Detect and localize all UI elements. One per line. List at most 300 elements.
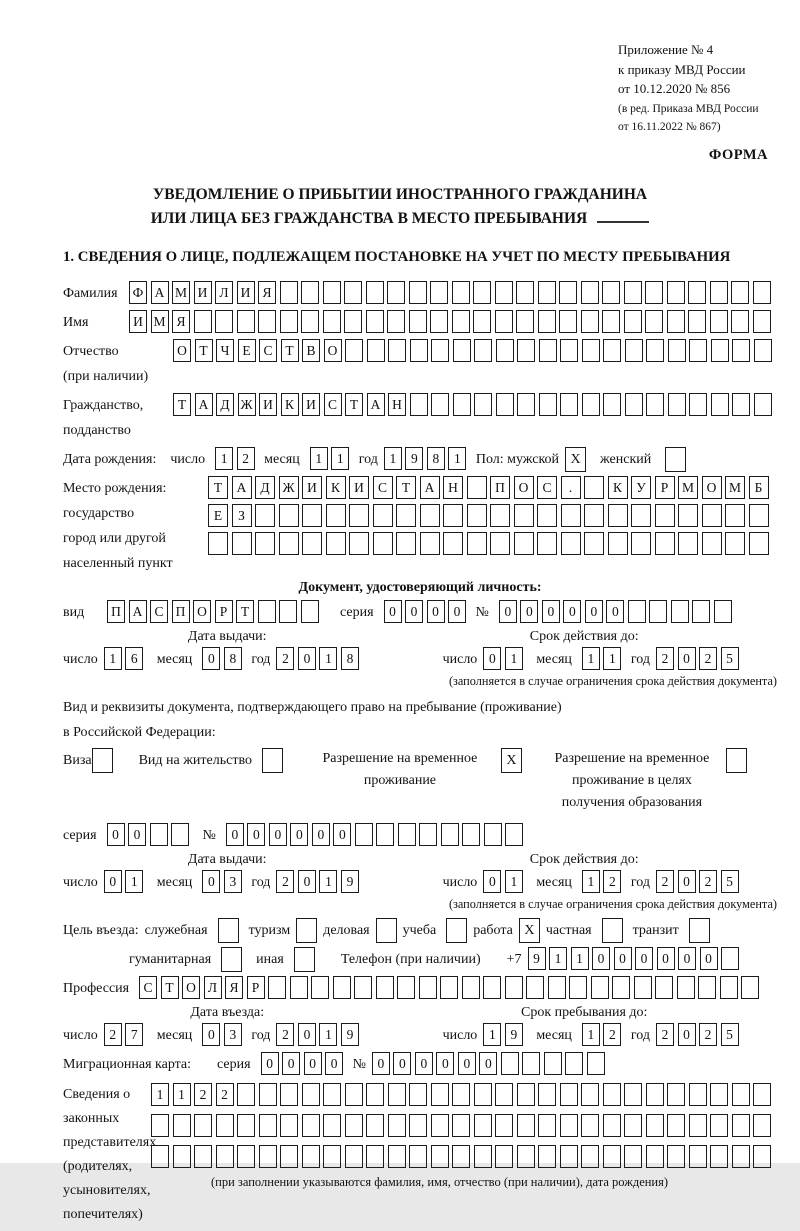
- char-cell[interactable]: [151, 1114, 169, 1137]
- char-cell[interactable]: [290, 976, 308, 999]
- char-cell[interactable]: 2: [603, 870, 621, 893]
- char-cell[interactable]: Я: [172, 310, 190, 333]
- char-cell[interactable]: [711, 393, 729, 416]
- char-cell[interactable]: Т: [195, 339, 213, 362]
- char-cell[interactable]: [731, 281, 749, 304]
- purpose-humanitarian-checkbox[interactable]: [221, 947, 242, 972]
- residence-expiry-month-cells[interactable]: [582, 870, 625, 893]
- char-cell[interactable]: [452, 1083, 470, 1106]
- char-cell[interactable]: С: [259, 339, 277, 362]
- char-cell[interactable]: [721, 947, 739, 970]
- char-cell[interactable]: [561, 504, 581, 527]
- char-cell[interactable]: [631, 504, 651, 527]
- char-cell[interactable]: 0: [585, 600, 603, 623]
- char-cell[interactable]: 1: [151, 1083, 169, 1106]
- char-cell[interactable]: [667, 281, 685, 304]
- char-cell[interactable]: [388, 339, 406, 362]
- char-cell[interactable]: И: [259, 393, 277, 416]
- char-cell[interactable]: [710, 1083, 728, 1106]
- purpose-business-checkbox[interactable]: [218, 918, 239, 943]
- char-cell[interactable]: [453, 393, 471, 416]
- char-cell[interactable]: [732, 339, 750, 362]
- char-cell[interactable]: [302, 504, 322, 527]
- char-cell[interactable]: 8: [341, 647, 359, 670]
- birth-place-row1-cells[interactable]: [208, 476, 772, 499]
- expiry-month-cells[interactable]: [582, 647, 625, 670]
- char-cell[interactable]: [645, 281, 663, 304]
- doc-series-cells[interactable]: [384, 600, 470, 623]
- purpose-private-checkbox[interactable]: [602, 918, 623, 943]
- char-cell[interactable]: [396, 532, 416, 555]
- char-cell[interactable]: [678, 504, 698, 527]
- char-cell[interactable]: В: [302, 339, 320, 362]
- char-cell[interactable]: 1: [582, 1023, 600, 1046]
- name-cells[interactable]: [129, 310, 774, 333]
- char-cell[interactable]: 0: [678, 947, 696, 970]
- expiry-year-cells[interactable]: [656, 647, 742, 670]
- char-cell[interactable]: 0: [436, 1052, 454, 1075]
- char-cell[interactable]: 0: [290, 823, 308, 846]
- temp-residence-checkbox[interactable]: X: [501, 748, 522, 773]
- char-cell[interactable]: 1: [125, 870, 143, 893]
- char-cell[interactable]: [467, 504, 487, 527]
- char-cell[interactable]: 2: [699, 870, 717, 893]
- char-cell[interactable]: [753, 1114, 771, 1137]
- char-cell[interactable]: [462, 976, 480, 999]
- char-cell[interactable]: [668, 339, 686, 362]
- char-cell[interactable]: Б: [749, 476, 769, 499]
- representatives-row3-cells[interactable]: [151, 1145, 775, 1168]
- char-cell[interactable]: [453, 339, 471, 362]
- char-cell[interactable]: [396, 504, 416, 527]
- char-cell[interactable]: [376, 976, 394, 999]
- char-cell[interactable]: [608, 504, 628, 527]
- char-cell[interactable]: [753, 1083, 771, 1106]
- char-cell[interactable]: 2: [216, 1083, 234, 1106]
- char-cell[interactable]: [753, 310, 771, 333]
- char-cell[interactable]: Е: [208, 504, 228, 527]
- char-cell[interactable]: [603, 1145, 621, 1168]
- char-cell[interactable]: 0: [606, 600, 624, 623]
- char-cell[interactable]: [490, 532, 510, 555]
- char-cell[interactable]: [565, 1052, 583, 1075]
- char-cell[interactable]: К: [281, 393, 299, 416]
- char-cell[interactable]: [323, 1083, 341, 1106]
- char-cell[interactable]: [505, 823, 523, 846]
- char-cell[interactable]: [259, 1083, 277, 1106]
- char-cell[interactable]: [323, 310, 341, 333]
- char-cell[interactable]: [409, 281, 427, 304]
- char-cell[interactable]: [655, 504, 675, 527]
- char-cell[interactable]: [711, 339, 729, 362]
- char-cell[interactable]: [490, 504, 510, 527]
- char-cell[interactable]: [517, 1145, 535, 1168]
- char-cell[interactable]: [443, 504, 463, 527]
- char-cell[interactable]: [526, 976, 544, 999]
- char-cell[interactable]: 0: [614, 947, 632, 970]
- purpose-work-checkbox[interactable]: X: [519, 918, 540, 943]
- char-cell[interactable]: [268, 976, 286, 999]
- char-cell[interactable]: Т: [396, 476, 416, 499]
- char-cell[interactable]: А: [195, 393, 213, 416]
- stay-month-cells[interactable]: [582, 1023, 625, 1046]
- char-cell[interactable]: П: [107, 600, 125, 623]
- char-cell[interactable]: [388, 1114, 406, 1137]
- char-cell[interactable]: [646, 1083, 664, 1106]
- char-cell[interactable]: 2: [656, 647, 674, 670]
- char-cell[interactable]: [398, 823, 416, 846]
- char-cell[interactable]: 0: [202, 1023, 220, 1046]
- char-cell[interactable]: 0: [393, 1052, 411, 1075]
- char-cell[interactable]: 0: [325, 1052, 343, 1075]
- char-cell[interactable]: [582, 339, 600, 362]
- char-cell[interactable]: Т: [236, 600, 254, 623]
- char-cell[interactable]: [151, 1145, 169, 1168]
- char-cell[interactable]: [279, 600, 297, 623]
- char-cell[interactable]: [397, 976, 415, 999]
- char-cell[interactable]: [714, 600, 732, 623]
- char-cell[interactable]: [646, 1145, 664, 1168]
- patronymic-cells[interactable]: [173, 339, 775, 362]
- char-cell[interactable]: [258, 600, 276, 623]
- char-cell[interactable]: Я: [258, 281, 276, 304]
- char-cell[interactable]: 2: [699, 647, 717, 670]
- char-cell[interactable]: [259, 1114, 277, 1137]
- char-cell[interactable]: [388, 1083, 406, 1106]
- char-cell[interactable]: М: [151, 310, 169, 333]
- char-cell[interactable]: [344, 310, 362, 333]
- char-cell[interactable]: 5: [721, 1023, 739, 1046]
- char-cell[interactable]: [538, 281, 556, 304]
- char-cell[interactable]: 1: [505, 870, 523, 893]
- char-cell[interactable]: [698, 976, 716, 999]
- char-cell[interactable]: [474, 393, 492, 416]
- char-cell[interactable]: [208, 532, 228, 555]
- char-cell[interactable]: Т: [281, 339, 299, 362]
- char-cell[interactable]: 9: [505, 1023, 523, 1046]
- char-cell[interactable]: [440, 976, 458, 999]
- char-cell[interactable]: О: [514, 476, 534, 499]
- char-cell[interactable]: [749, 504, 769, 527]
- char-cell[interactable]: [301, 600, 319, 623]
- char-cell[interactable]: [280, 1114, 298, 1137]
- char-cell[interactable]: 1: [104, 647, 122, 670]
- char-cell[interactable]: [741, 976, 759, 999]
- char-cell[interactable]: [279, 504, 299, 527]
- char-cell[interactable]: 2: [656, 1023, 674, 1046]
- char-cell[interactable]: [559, 310, 577, 333]
- birth-place-row3-cells[interactable]: [208, 532, 772, 555]
- char-cell[interactable]: 0: [269, 823, 287, 846]
- char-cell[interactable]: [311, 976, 329, 999]
- char-cell[interactable]: Н: [443, 476, 463, 499]
- migration-series-cells[interactable]: [261, 1052, 347, 1075]
- char-cell[interactable]: [387, 310, 405, 333]
- char-cell[interactable]: [538, 310, 556, 333]
- residence-issue-year-cells[interactable]: [276, 870, 362, 893]
- char-cell[interactable]: [194, 310, 212, 333]
- char-cell[interactable]: [581, 1145, 599, 1168]
- char-cell[interactable]: [474, 1083, 492, 1106]
- sex-female-checkbox[interactable]: [665, 447, 686, 472]
- char-cell[interactable]: [431, 1145, 449, 1168]
- char-cell[interactable]: [349, 532, 369, 555]
- char-cell[interactable]: О: [182, 976, 200, 999]
- char-cell[interactable]: 0: [563, 600, 581, 623]
- char-cell[interactable]: 9: [341, 870, 359, 893]
- char-cell[interactable]: [474, 339, 492, 362]
- char-cell[interactable]: [430, 281, 448, 304]
- char-cell[interactable]: [345, 1083, 363, 1106]
- char-cell[interactable]: 0: [298, 1023, 316, 1046]
- char-cell[interactable]: [473, 281, 491, 304]
- char-cell[interactable]: 0: [226, 823, 244, 846]
- char-cell[interactable]: 2: [276, 1023, 294, 1046]
- char-cell[interactable]: [603, 1083, 621, 1106]
- char-cell[interactable]: [366, 281, 384, 304]
- char-cell[interactable]: [569, 976, 587, 999]
- char-cell[interactable]: [624, 1145, 642, 1168]
- char-cell[interactable]: [522, 1052, 540, 1075]
- char-cell[interactable]: 6: [125, 647, 143, 670]
- char-cell[interactable]: И: [349, 476, 369, 499]
- char-cell[interactable]: [301, 310, 319, 333]
- residence-expiry-year-cells[interactable]: [656, 870, 742, 893]
- char-cell[interactable]: [302, 1145, 320, 1168]
- char-cell[interactable]: 1: [505, 647, 523, 670]
- char-cell[interactable]: [431, 1114, 449, 1137]
- char-cell[interactable]: [323, 1114, 341, 1137]
- visa-checkbox[interactable]: [92, 748, 113, 773]
- char-cell[interactable]: [419, 823, 437, 846]
- char-cell[interactable]: 0: [333, 823, 351, 846]
- residence-permit-checkbox[interactable]: [262, 748, 283, 773]
- char-cell[interactable]: [473, 310, 491, 333]
- char-cell[interactable]: 0: [247, 823, 265, 846]
- char-cell[interactable]: [484, 823, 502, 846]
- char-cell[interactable]: 0: [592, 947, 610, 970]
- char-cell[interactable]: О: [173, 339, 191, 362]
- char-cell[interactable]: [301, 281, 319, 304]
- char-cell[interactable]: [560, 1114, 578, 1137]
- temp-residence-education-checkbox[interactable]: [726, 748, 747, 773]
- char-cell[interactable]: [367, 339, 385, 362]
- char-cell[interactable]: 0: [499, 600, 517, 623]
- char-cell[interactable]: [410, 393, 428, 416]
- char-cell[interactable]: [559, 281, 577, 304]
- char-cell[interactable]: [732, 393, 750, 416]
- char-cell[interactable]: О: [193, 600, 211, 623]
- char-cell[interactable]: [732, 1145, 750, 1168]
- char-cell[interactable]: [655, 976, 673, 999]
- char-cell[interactable]: [302, 1083, 320, 1106]
- char-cell[interactable]: Т: [345, 393, 363, 416]
- char-cell[interactable]: Е: [238, 339, 256, 362]
- char-cell[interactable]: [279, 532, 299, 555]
- char-cell[interactable]: [581, 310, 599, 333]
- char-cell[interactable]: [516, 281, 534, 304]
- char-cell[interactable]: 0: [312, 823, 330, 846]
- stay-year-cells[interactable]: [656, 1023, 742, 1046]
- char-cell[interactable]: 1: [603, 647, 621, 670]
- char-cell[interactable]: О: [324, 339, 342, 362]
- char-cell[interactable]: [517, 1114, 535, 1137]
- char-cell[interactable]: [467, 476, 487, 499]
- representatives-row1-cells[interactable]: [151, 1083, 775, 1106]
- char-cell[interactable]: М: [725, 476, 745, 499]
- purpose-other-checkbox[interactable]: [294, 947, 315, 972]
- char-cell[interactable]: [344, 281, 362, 304]
- char-cell[interactable]: С: [324, 393, 342, 416]
- char-cell[interactable]: 9: [528, 947, 546, 970]
- char-cell[interactable]: [495, 310, 513, 333]
- char-cell[interactable]: [631, 532, 651, 555]
- char-cell[interactable]: Ж: [238, 393, 256, 416]
- char-cell[interactable]: [581, 1114, 599, 1137]
- char-cell[interactable]: [409, 1145, 427, 1168]
- char-cell[interactable]: Л: [204, 976, 222, 999]
- char-cell[interactable]: 0: [282, 1052, 300, 1075]
- char-cell[interactable]: Л: [215, 281, 233, 304]
- entry-year-cells[interactable]: [276, 1023, 362, 1046]
- char-cell[interactable]: [753, 1145, 771, 1168]
- profession-cells[interactable]: [139, 976, 763, 999]
- char-cell[interactable]: [628, 600, 646, 623]
- char-cell[interactable]: [505, 976, 523, 999]
- char-cell[interactable]: [345, 1145, 363, 1168]
- char-cell[interactable]: [259, 1145, 277, 1168]
- char-cell[interactable]: [753, 281, 771, 304]
- char-cell[interactable]: С: [150, 600, 168, 623]
- char-cell[interactable]: И: [302, 476, 322, 499]
- char-cell[interactable]: 0: [128, 823, 146, 846]
- char-cell[interactable]: [431, 1083, 449, 1106]
- char-cell[interactable]: [671, 600, 689, 623]
- char-cell[interactable]: [237, 310, 255, 333]
- char-cell[interactable]: [537, 532, 557, 555]
- char-cell[interactable]: [731, 310, 749, 333]
- char-cell[interactable]: К: [326, 476, 346, 499]
- char-cell[interactable]: 0: [678, 1023, 696, 1046]
- char-cell[interactable]: А: [420, 476, 440, 499]
- char-cell[interactable]: 0: [479, 1052, 497, 1075]
- char-cell[interactable]: [646, 1114, 664, 1137]
- char-cell[interactable]: Д: [216, 393, 234, 416]
- char-cell[interactable]: 0: [107, 823, 125, 846]
- surname-cells[interactable]: [129, 281, 774, 304]
- char-cell[interactable]: 2: [104, 1023, 122, 1046]
- char-cell[interactable]: 3: [224, 870, 242, 893]
- birth-day-cells[interactable]: [215, 447, 258, 470]
- char-cell[interactable]: У: [631, 476, 651, 499]
- char-cell[interactable]: 1: [571, 947, 589, 970]
- char-cell[interactable]: [452, 281, 470, 304]
- char-cell[interactable]: Я: [225, 976, 243, 999]
- char-cell[interactable]: [410, 339, 428, 362]
- char-cell[interactable]: [754, 339, 772, 362]
- char-cell[interactable]: [514, 504, 534, 527]
- char-cell[interactable]: [581, 1083, 599, 1106]
- char-cell[interactable]: 2: [603, 1023, 621, 1046]
- char-cell[interactable]: [624, 1114, 642, 1137]
- char-cell[interactable]: [544, 1052, 562, 1075]
- char-cell[interactable]: [517, 1083, 535, 1106]
- char-cell[interactable]: 0: [427, 600, 445, 623]
- char-cell[interactable]: [603, 1114, 621, 1137]
- char-cell[interactable]: 0: [678, 870, 696, 893]
- residence-issue-day-cells[interactable]: [104, 870, 147, 893]
- char-cell[interactable]: [710, 1145, 728, 1168]
- char-cell[interactable]: [624, 1083, 642, 1106]
- issue-day-cells[interactable]: [104, 647, 147, 670]
- doc-number-cells[interactable]: [499, 600, 736, 623]
- purpose-commercial-checkbox[interactable]: [376, 918, 397, 943]
- char-cell[interactable]: [514, 532, 534, 555]
- char-cell[interactable]: [655, 532, 675, 555]
- char-cell[interactable]: [171, 823, 189, 846]
- residence-issue-month-cells[interactable]: [202, 870, 245, 893]
- char-cell[interactable]: [495, 1083, 513, 1106]
- char-cell[interactable]: [496, 339, 514, 362]
- char-cell[interactable]: 9: [341, 1023, 359, 1046]
- char-cell[interactable]: [474, 1114, 492, 1137]
- char-cell[interactable]: 0: [448, 600, 466, 623]
- char-cell[interactable]: 1: [549, 947, 567, 970]
- char-cell[interactable]: [689, 1083, 707, 1106]
- char-cell[interactable]: [624, 281, 642, 304]
- char-cell[interactable]: [345, 1114, 363, 1137]
- char-cell[interactable]: [649, 600, 667, 623]
- char-cell[interactable]: [689, 339, 707, 362]
- birth-year-cells[interactable]: [384, 447, 470, 470]
- char-cell[interactable]: 1: [582, 870, 600, 893]
- char-cell[interactable]: М: [678, 476, 698, 499]
- char-cell[interactable]: [612, 976, 630, 999]
- representatives-row2-cells[interactable]: [151, 1114, 775, 1137]
- char-cell[interactable]: 0: [700, 947, 718, 970]
- char-cell[interactable]: [280, 310, 298, 333]
- char-cell[interactable]: Т: [208, 476, 228, 499]
- purpose-transit-checkbox[interactable]: [689, 918, 710, 943]
- char-cell[interactable]: А: [151, 281, 169, 304]
- char-cell[interactable]: 0: [202, 870, 220, 893]
- char-cell[interactable]: [517, 339, 535, 362]
- char-cell[interactable]: [366, 1145, 384, 1168]
- char-cell[interactable]: [667, 310, 685, 333]
- char-cell[interactable]: А: [367, 393, 385, 416]
- char-cell[interactable]: 3: [224, 1023, 242, 1046]
- char-cell[interactable]: [302, 532, 322, 555]
- char-cell[interactable]: [710, 281, 728, 304]
- char-cell[interactable]: [441, 823, 459, 846]
- stay-day-cells[interactable]: [483, 1023, 526, 1046]
- char-cell[interactable]: [516, 310, 534, 333]
- char-cell[interactable]: [495, 1114, 513, 1137]
- char-cell[interactable]: Ж: [279, 476, 299, 499]
- char-cell[interactable]: 1: [448, 447, 466, 470]
- char-cell[interactable]: 8: [427, 447, 445, 470]
- char-cell[interactable]: [216, 1114, 234, 1137]
- char-cell[interactable]: 0: [372, 1052, 390, 1075]
- char-cell[interactable]: [495, 1145, 513, 1168]
- char-cell[interactable]: 2: [237, 447, 255, 470]
- char-cell[interactable]: 0: [298, 647, 316, 670]
- char-cell[interactable]: [732, 1083, 750, 1106]
- char-cell[interactable]: [333, 976, 351, 999]
- char-cell[interactable]: [688, 281, 706, 304]
- char-cell[interactable]: П: [172, 600, 190, 623]
- char-cell[interactable]: [388, 1145, 406, 1168]
